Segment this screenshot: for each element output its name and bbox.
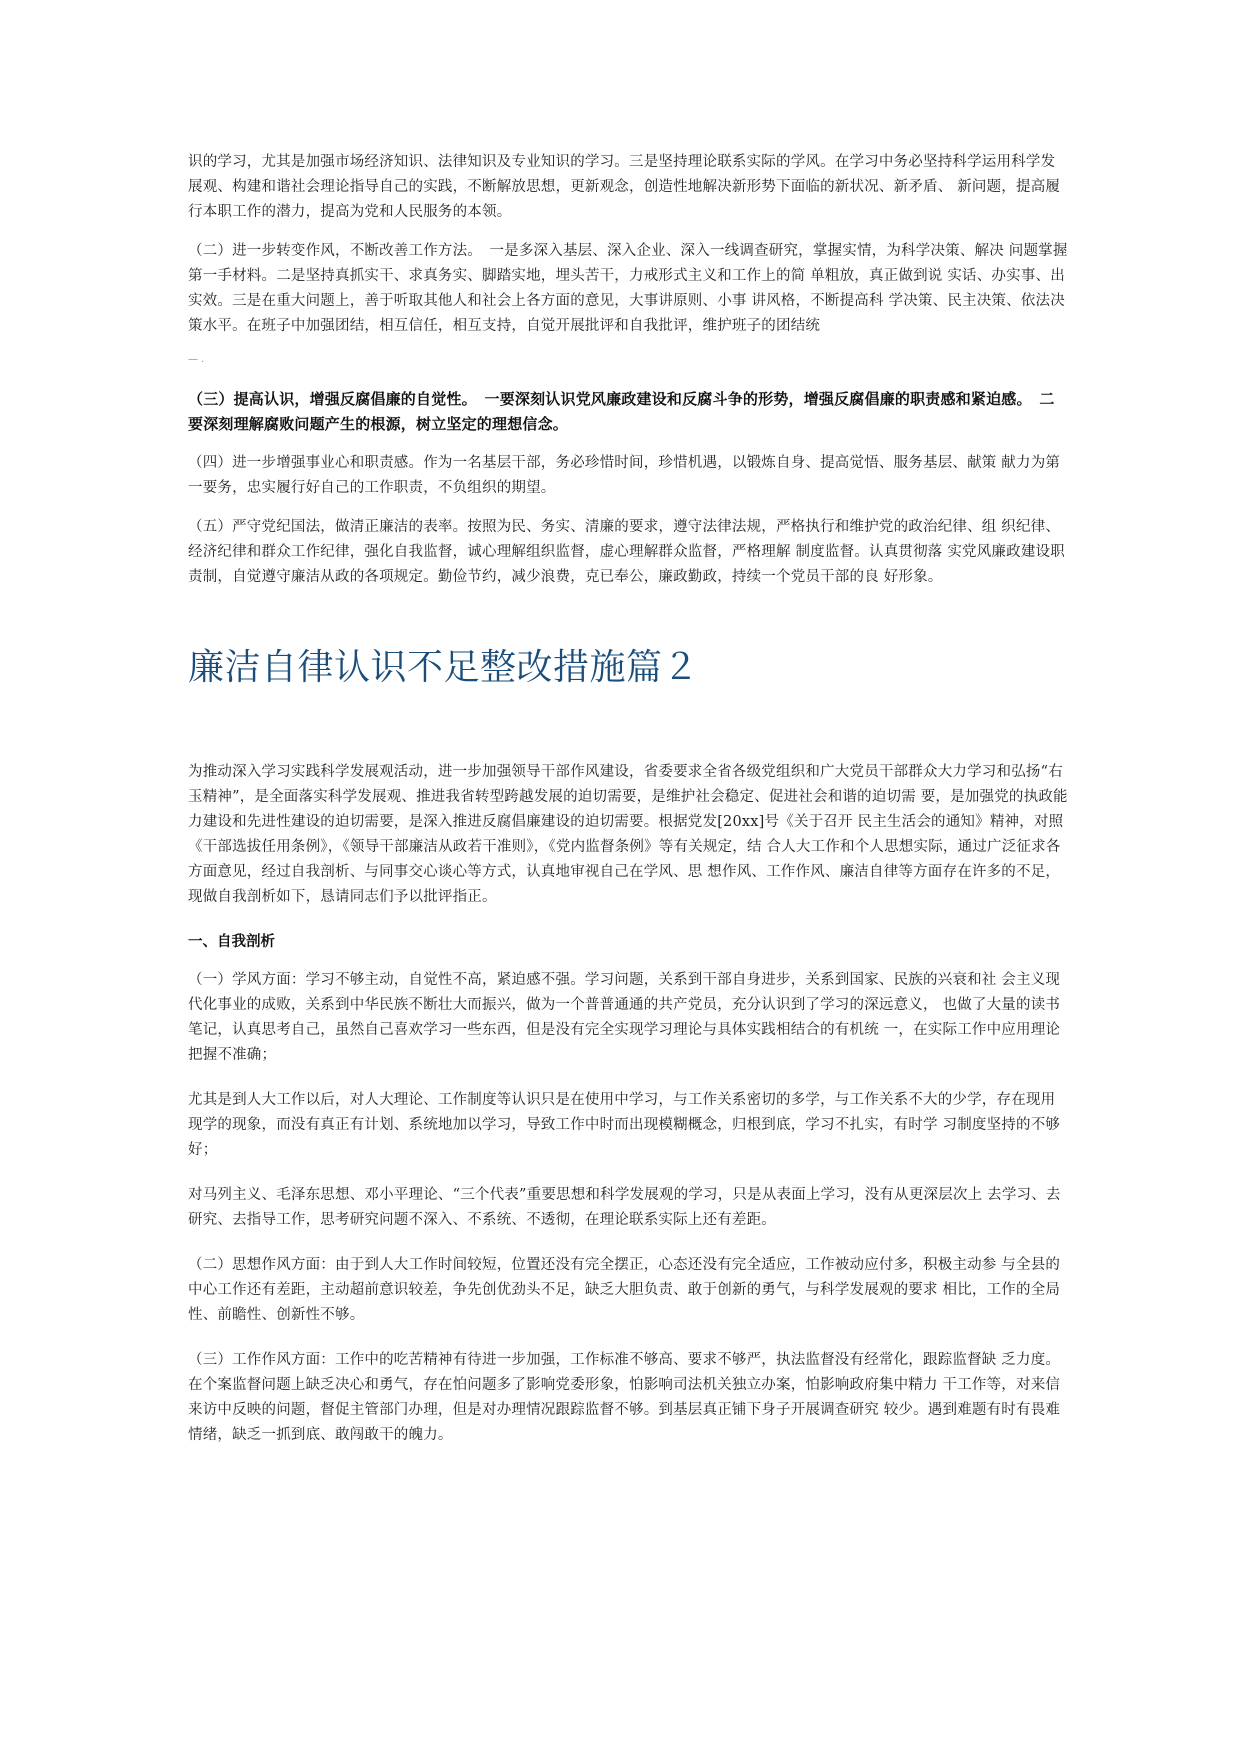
section-title: 廉洁自律认识不足整改措施篇２ bbox=[188, 647, 700, 688]
paragraph-intro: 为推动深入学习实践科学发展观活动，进一步加强领导干部作风建设，省委要求全省各级党组织和广大党员干部群众大力学习和弘扬“右玉精神”，是全面落实科学发展观、推进我省转型跨越发展的迫切需要，是维护社会稳定、促进社会和谐的迫切需 要，是加强党的执政能力建设和先进性建设的迫切需要，是深入推进反腐倡廉建设的迫切需要。根据党发[20xx]号《关于召开 民主生活会的通知》精神，对照《干部选拔任用条例》，《领导干部廉洁从政若干准则》，《党内监督条例》等有关规定，结 合人大工作和个人思想实际，通过广泛征求各方面意见，经过自我剖析、与同事交心谈心等方式，认真地审视自己在学风、思 想作风、工作作风、廉洁自律等方面存在许多的不足，现做自我剖析如下，恳请同志们予以批评指正。 bbox=[188, 764, 1068, 905]
paragraph-work-style: （二）进一步转变作风，不断改善工作方法。 一是多深入基层、深入企业、深入一线调查研究，掌握实情，为科学决策、解决 问题掌握第一手材料。二是坚持真抓实干、求真务实、脚踏实地，埋头苦干，力戒形式主义和工作上的简 单粗放，真正做到说 实话、办实事、出实效。三是在重大问题上，善于听取其他人和社会上各方面的意见，大事讲原则、小事 讲风格，不断提高科 学决策、民主决策、依法决策水平。在班子中加强团结，相互信任，相互支持，自觉开展批评和自我批评，维护班子的团结统 bbox=[188, 243, 1068, 334]
paragraph-study-aspect: （一）学风方面：学习不够主动，自觉性不高，紧迫感不强。学习问题，关系到干部自身进步，关系到国家、民族的兴衰和社 会主义现代化事业的成败，关系到中华民族不断壮大而振兴，做为一个普普通通的共产党员，充分认识到了学习的深远意义， 也做了大量的读书笔记，认真思考自己，虽然自己喜欢学习一些东西，但是没有完全实现学习理论与具体实践相结合的有机统 一，在实际工作中应用理论把握不准确； bbox=[188, 972, 1061, 1063]
paragraph-discipline: （五）严守党纪国法，做清正廉洁的表率。按照为民、务实、清廉的要求，遵守法律法规，严格执行和维护党的政治纪律、组 织纪律、经济纪律和群众工作纪律，强化自我监督，诚心理解组织监督，虚心理解群众监督，严格理解 制度监督。认真贯彻落 实党风廉政建设职责制，自觉遵守廉洁从政的各项规定。勤俭节约，减少浪费，克已奉公，廉政勤政，持续一个党员干部的良 好形象。 bbox=[188, 519, 1065, 585]
paragraph-theory-study: 对马列主义、毛泽东思想、邓小平理论、“三个代表”重要思想和科学发展观的学习，只是从表面上学习，没有从更深层次上 去学习、去研究、去指导工作，思考研究问题不深入、不系统、不透彻，在理论联系实际上还有差距。 bbox=[188, 1187, 1061, 1228]
paragraph-npc-work: 尤其是到人大工作以后，对人大理论、工作制度等认识只是在使用中学习，与工作关系密切的多学，与工作关系不大的少学，存在现用现学的现象，而没有真正有计划、系统地加以学习，导致工作中时而出现模糊概念，归根到底，学习不扎实，有时学 习制度坚持的不够好； bbox=[188, 1092, 1061, 1158]
document-content bbox=[188, 150, 1068, 1448]
paragraph-anti-corruption: （三）提高认识，增强反腐倡廉的自觉性。 一要深刻认识党风廉政建设和反腐斗争的形势，增强反腐倡廉的职责感和紧迫感。 二要深刻理解腐败问题产生的根源，树立坚定的理想信念。 bbox=[188, 390, 1055, 433]
paragraph-responsibility: （四）进一步增强事业心和职责感。作为一名基层干部，务必珍惜时间，珍惜机遇，以锻炼自身、提高觉悟、服务基层、献策 献力为第一要务，忠实履行好自己的工作职责，不负组织的期望。 bbox=[188, 455, 1061, 496]
page-mark: — . bbox=[188, 354, 205, 365]
paragraph-study-style: 识的学习，尤其是加强市场经济知识、法律知识及专业知识的学习。三是坚持理论联系实际的学风。在学习中务必坚持科学运用科学发展观、构建和谐社会理论指导自己的实践，不断解放思想，更新观念，创造性地解决新形势下面临的新状况、新矛盾、 新问题，提高履行本职工作的潜力，提高为党和人民服务的本领。 bbox=[188, 154, 1061, 220]
paragraph-thinking-style: （二）思想作风方面：由于到人大工作时间较短，位置还没有完全摆正，心态还没有完全适应，工作被动应付多，积极主动参 与全县的中心工作还有差距，主动超前意识较差，争先创优劲头不足，缺乏大胆负责、敢于创新的勇气，与科学发展观的要求 相比，工作的全局性、前瞻性、创新性不够。 bbox=[188, 1257, 1061, 1323]
sub-heading-self-analysis: 一、自我剖析 bbox=[188, 934, 275, 950]
paragraph-work-aspect: （三）工作作风方面：工作中的吃苦精神有待进一步加强，工作标准不够高、要求不够严，执法监督没有经常化，跟踪监督缺 乏力度。在个案监督问题上缺乏决心和勇气，存在怕问题多了影响党委形象，怕影响司法机关独立办案，怕影响政府集中精力 干工作等，对来信来访中反映的问题，督促主管部门办理，但是对办理情况跟踪监督不够。到基层真正铺下身子开展调查研究 较少。遇到难题有时有畏难情绪，缺乏一抓到底、敢闯敢干的魄力。 bbox=[188, 1352, 1061, 1443]
